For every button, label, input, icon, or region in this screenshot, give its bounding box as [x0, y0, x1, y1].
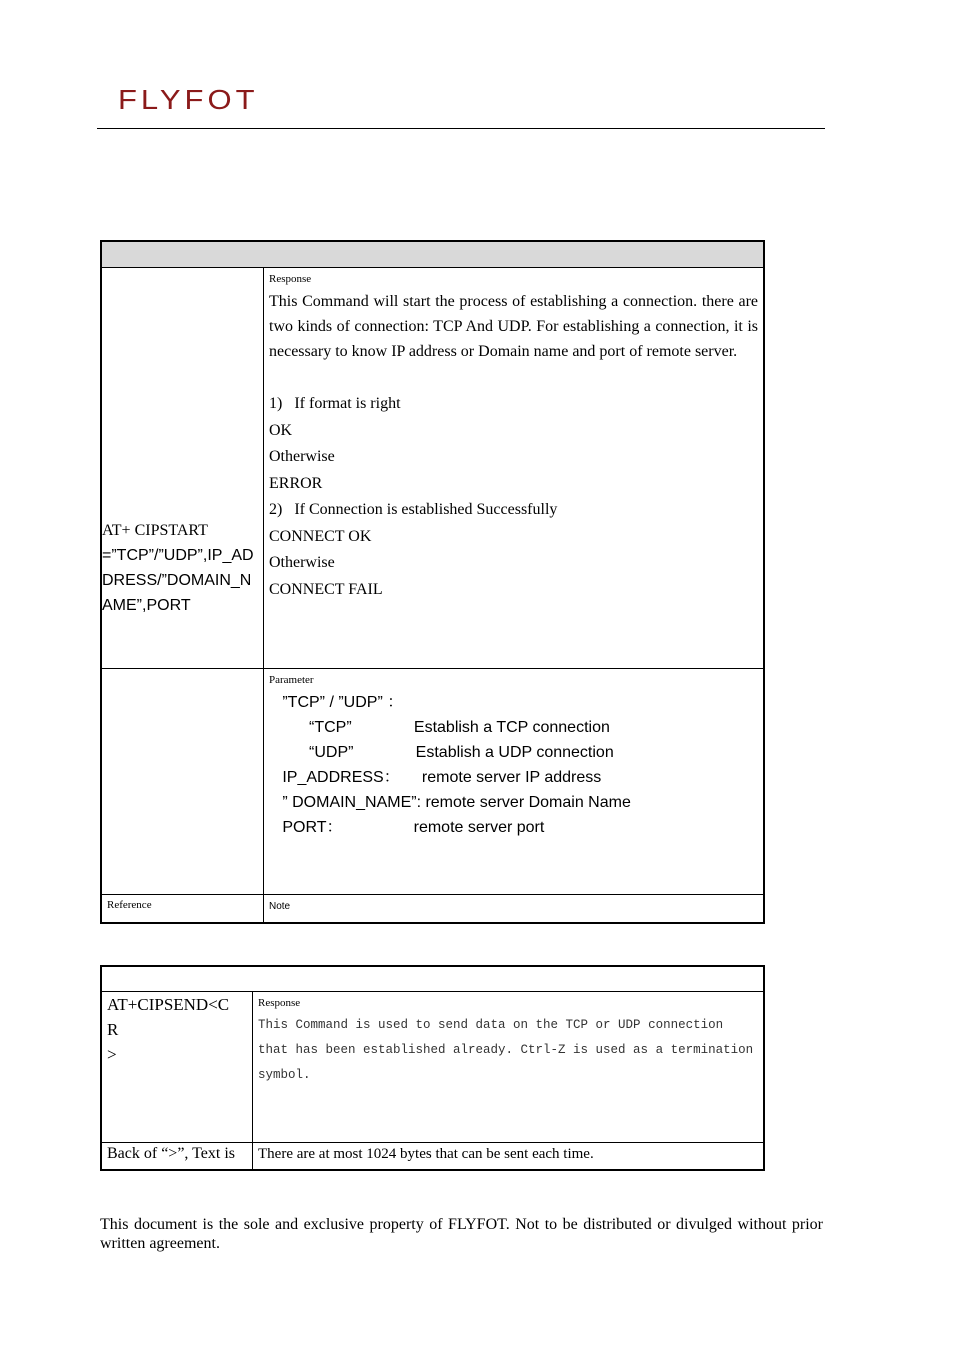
command-syntax-cell: [101, 268, 264, 669]
parameter-line: “TCP” Establish a TCP connection: [269, 719, 610, 736]
parameter-line: “UDP” Establish a UDP connection: [269, 744, 614, 761]
response-description: This Command is used to send data on the TCP or UDP connection that has been established already. Ctrl-Z is used as a termination symbol.: [258, 1018, 754, 1082]
command-syntax-cell: [101, 992, 253, 1143]
cipstart-command-table: [100, 240, 765, 924]
response-line: CONNECT OK: [269, 527, 372, 545]
parameter-line: PORT： remote server port: [269, 819, 545, 836]
parameter-line: ” DOMAIN_NAME”: remote server Domain Name: [269, 794, 631, 811]
response-label: Response: [258, 997, 301, 1009]
parameter-label: Parameter: [269, 674, 314, 686]
command-line: AME”,PORT: [102, 597, 191, 614]
reference-cell: Reference: [101, 895, 264, 924]
limit-note-cell: There are at most 1024 bytes that can be sent each time.: [253, 1143, 765, 1171]
table-header-row: [101, 966, 764, 992]
text-entry-cell: Back of “>”, Text is: [101, 1143, 253, 1171]
parameter-cell: [264, 669, 765, 895]
confidentiality-footer: This document is the sole and exclusive property of FLYFOT. Not to be distributed or divulged without prior written agreement.: [100, 1216, 823, 1252]
response-line: Otherwise: [269, 554, 335, 571]
response-label: Response: [269, 273, 312, 285]
response-line: OK: [269, 421, 293, 439]
parameter-line: ”TCP” / ”UDP” ：: [269, 694, 404, 711]
command-line: AT+ CIPSTART: [102, 522, 208, 539]
command-line: >: [107, 1045, 117, 1064]
command-line: =”TCP”/”UDP”,IP_AD: [102, 547, 254, 564]
response-line: 1) If format is right: [269, 395, 401, 412]
response-line: Otherwise: [269, 448, 335, 465]
command-line: DRESS/”DOMAIN_N: [102, 572, 252, 589]
response-cell: [264, 268, 765, 669]
response-cell: [253, 992, 765, 1143]
response-line: ERROR: [269, 474, 323, 492]
response-line: CONNECT FAIL: [269, 580, 383, 598]
note-cell: Note: [264, 895, 765, 924]
cipsend-command-table: [100, 965, 765, 1171]
header-divider: [97, 128, 825, 129]
company-logo: FLYFOT: [118, 83, 259, 116]
response-description: This Command will start the process of establishing a connection. there are two kinds of connection: TCP And UDP. For establishing a connection, it is necessary to know IP address or Domain name and port of remote server.: [269, 293, 758, 360]
parameter-left-cell: [101, 669, 264, 895]
command-line: R: [107, 1020, 119, 1039]
parameter-line: IP_ADDRESS： remote server IP address: [269, 769, 602, 786]
command-line: AT+CIPSEND<C: [107, 995, 230, 1014]
table-header-row: [101, 241, 764, 268]
response-line: 2) If Connection is established Successfully: [269, 501, 558, 518]
